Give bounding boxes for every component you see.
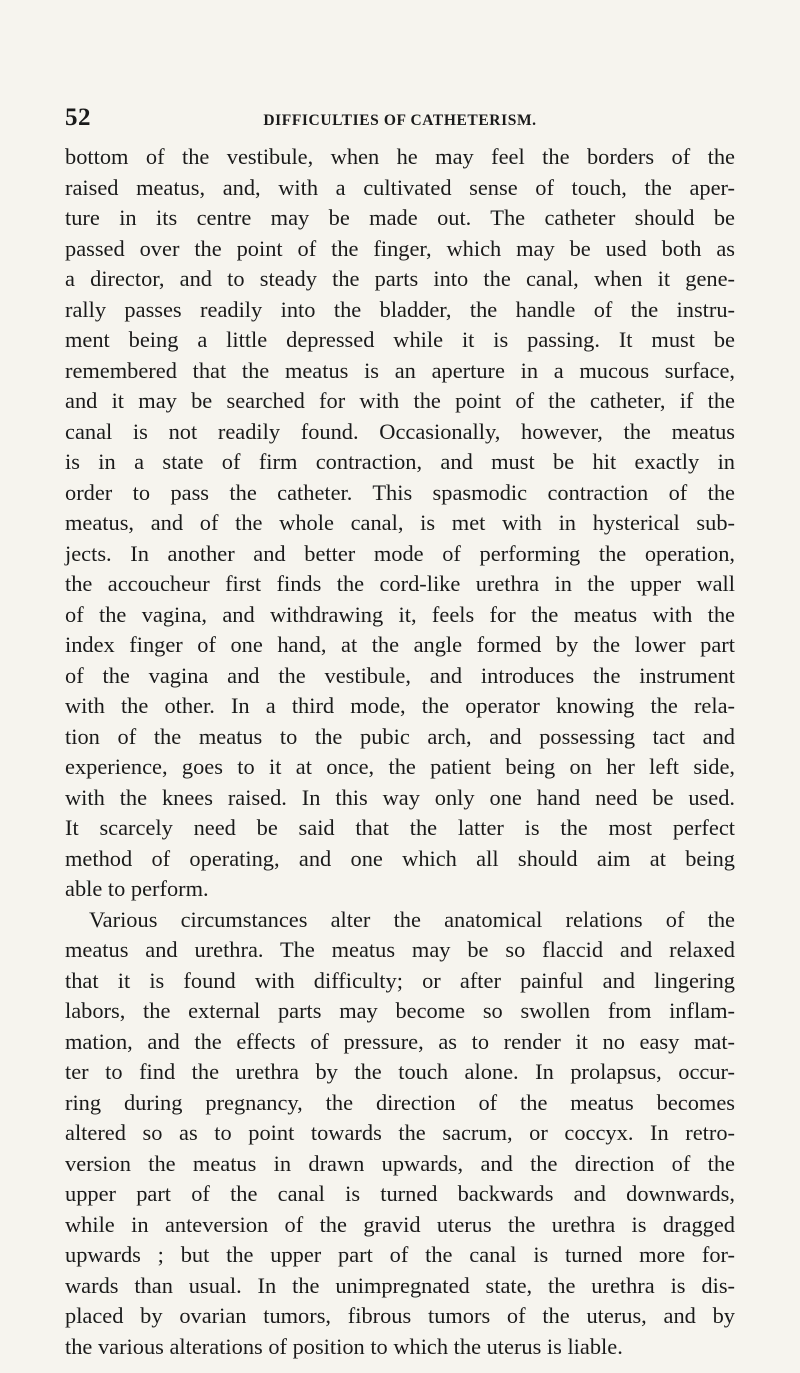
text-line: a director, and to steady the parts into the canal, when it gene-	[65, 266, 735, 291]
text-line: placed by ovarian tumors, fibrous tumors of the uterus, and by	[65, 1303, 735, 1328]
text-line: version the meatus in drawn upwards, and the direction of the	[65, 1150, 735, 1176]
text-line: remembered that the meatus is an aperture in a mucous surface,	[65, 357, 735, 383]
text-line: raised meatus, and, with a cultivated sense of touch, the aper-	[65, 174, 735, 200]
text-line: index finger of one hand, at the angle formed by the lower part	[65, 632, 735, 657]
page-number: 52	[65, 104, 91, 131]
text-line: upper part of the canal is turned backwards and downwards,	[65, 1181, 735, 1206]
text-line: wards than usual. In the unimpregnated state, the urethra is dis-	[65, 1272, 735, 1298]
text-line: the various alterations of position to which the uterus is liable.	[65, 1333, 623, 1359]
text-line: ter to find the urethra by the touch alone. In prolapsus, occur-	[65, 1059, 735, 1084]
text-line: tion of the meatus to the pubic arch, and possessing tact and	[65, 723, 735, 749]
text-line: while in anteversion of the gravid uterus the urethra is dragged	[65, 1211, 735, 1237]
text-line: of the vagina and the vestibule, and introduces the instrument	[65, 662, 735, 688]
text-line: is in a state of firm contraction, and must be hit exactly in	[65, 449, 735, 474]
running-head-title: DIFFICULTIES OF CATHETERISM.	[263, 112, 537, 129]
text-line: meatus, and of the whole canal, is met with in hysterical sub-	[65, 510, 735, 535]
paragraph-1	[65, 142, 735, 905]
text-line: canal is not readily found. Occasionally, however, the meatus	[65, 418, 735, 444]
text-line: Various circumstances alter the anatomical relations of the	[89, 906, 735, 932]
text-line: ring during pregnancy, the direction of the meatus becomes	[65, 1089, 735, 1115]
text-line: of the vagina, and withdrawing it, feels for the meatus with the	[65, 601, 735, 627]
text-line: the accoucheur first finds the cord-like urethra in the upper wall	[65, 571, 735, 596]
text-line: rally passes readily into the bladder, the handle of the instru-	[65, 296, 735, 322]
text-line: method of operating, and one which all should aim at being	[65, 845, 735, 871]
text-line: altered so as to point towards the sacrum, or coccyx. In retro-	[65, 1120, 735, 1145]
text-line: ture in its centre may be made out. The catheter should be	[65, 205, 735, 230]
text-line: jects. In another and better mode of performing the operation,	[65, 540, 735, 566]
text-line: upwards ; but the upper part of the canal is turned more for-	[65, 1242, 735, 1267]
body-text	[65, 142, 735, 1362]
paragraph-2	[65, 905, 735, 1363]
text-line: labors, the external parts may become so swollen from inflam-	[65, 998, 735, 1023]
text-line: experience, goes to it at once, the patient being on her left side,	[65, 754, 735, 779]
text-line: passed over the point of the finger, which may be used both as	[65, 235, 735, 261]
text-line: able to perform.	[65, 876, 209, 901]
text-line: ment being a little depressed while it is passing. It must be	[65, 327, 735, 352]
text-line: order to pass the catheter. This spasmodic contraction of the	[65, 479, 735, 505]
text-line: It scarcely need be said that the latter is the most perfect	[65, 815, 735, 840]
running-head	[65, 104, 735, 134]
text-line: that it is found with difficulty; or after painful and lingering	[65, 967, 735, 993]
text-line: mation, and the effects of pressure, as to render it no easy mat-	[65, 1028, 735, 1054]
text-line: bottom of the vestibule, when he may feel the borders of the	[65, 144, 735, 169]
text-line: with the other. In a third mode, the operator knowing the rela-	[65, 693, 735, 718]
text-line: and it may be searched for with the point of the catheter, if the	[65, 388, 735, 413]
text-line: with the knees raised. In this way only one hand need be used.	[65, 784, 735, 810]
text-line: meatus and urethra. The meatus may be so flaccid and relaxed	[65, 937, 735, 962]
